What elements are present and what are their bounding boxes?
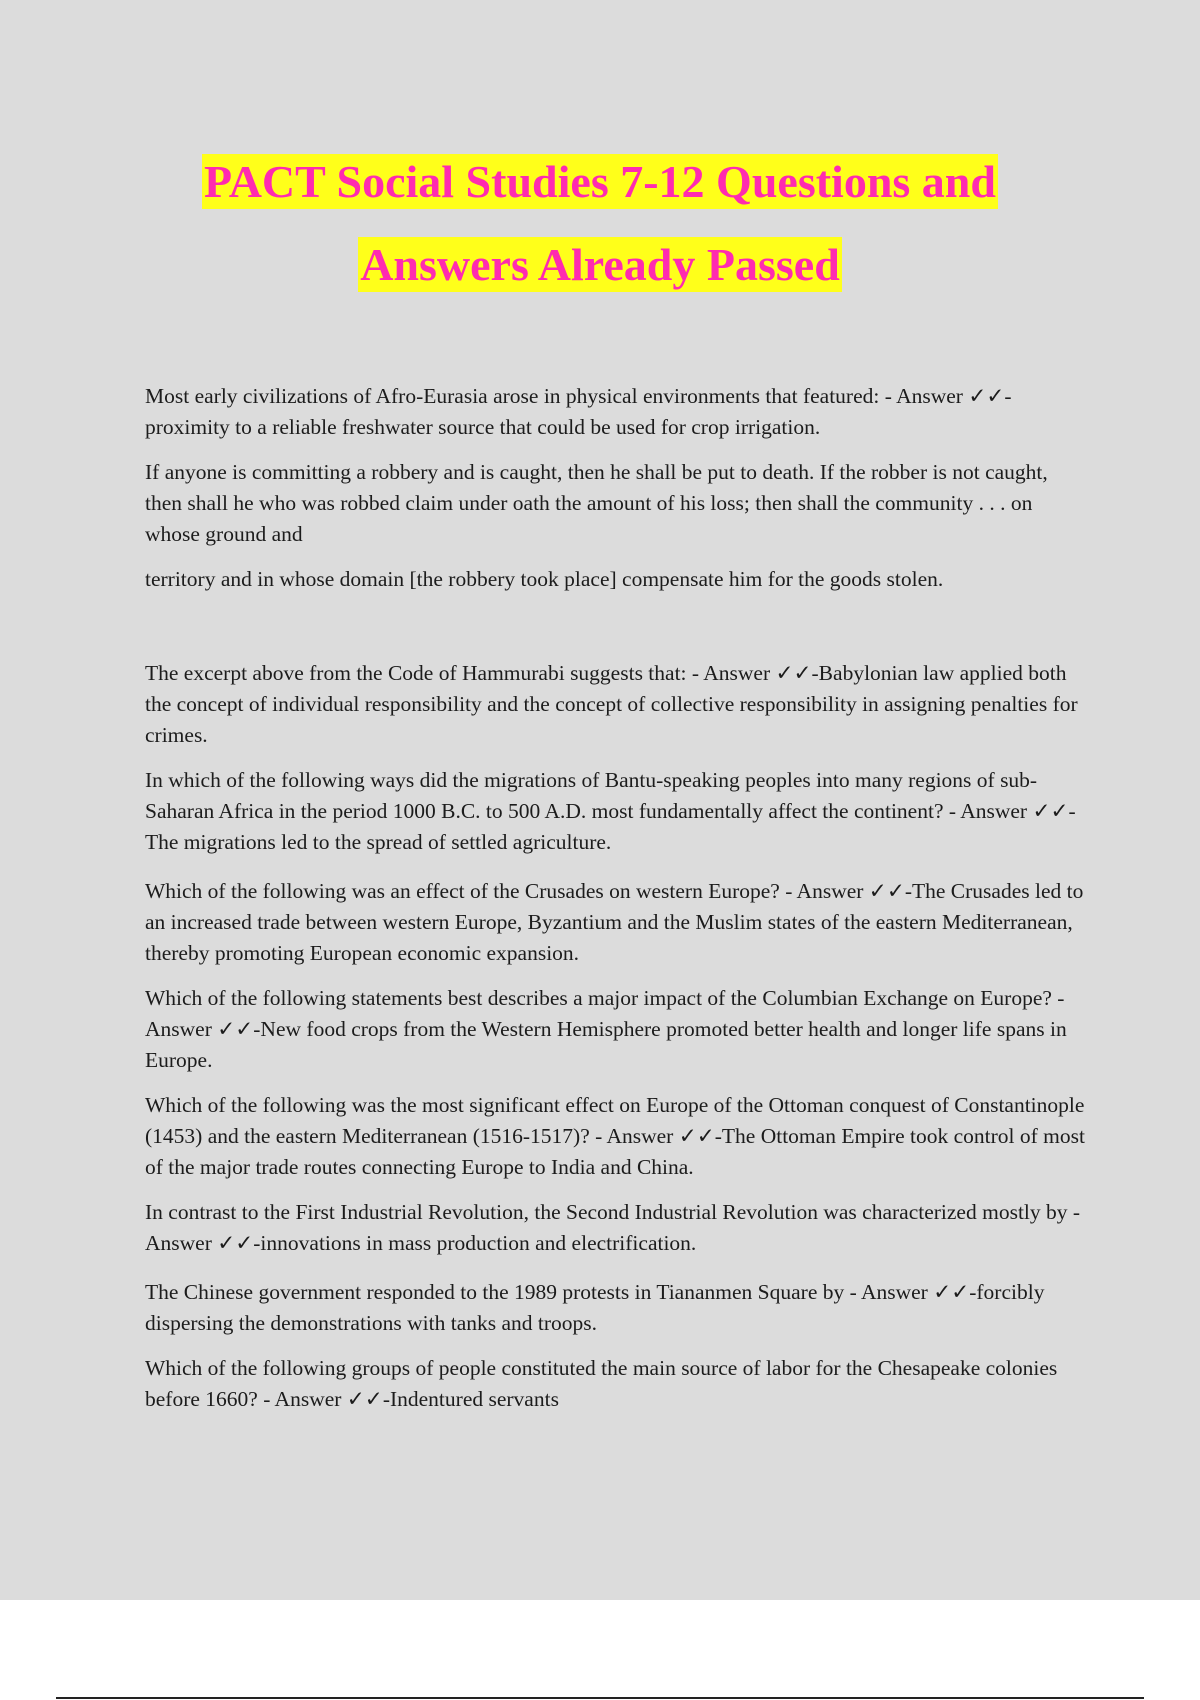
qa-item-chesapeake: Which of the following groups of people constituted the main source of labor for the Chesapeake colonies before 1660? - Answer ✓✓-Indentured servants: [145, 1356, 1058, 1411]
qa-item-industrial-revolution: In contrast to the First Industrial Revolution, the Second Industrial Revolution was characterized mostly by - Answer ✓✓-innovations in mass production and electrification.: [145, 1200, 1081, 1255]
qa-item-bantu: In which of the following ways did the migrations of Bantu-speaking peoples into many regions of sub-Saharan Africa in the period 1000 B.C. to 500 A.D. most fundamentally affect the continent? - Answer ✓✓-The migrations led to the spread of settled agriculture.: [145, 768, 1076, 854]
title-line-2: Answers Already Passed: [360, 239, 840, 290]
qa-item-hammurabi: The excerpt above from the Code of Hammurabi suggests that: - Answer ✓✓-Babylonian law applied both the concept of individual responsibility and the concept of collective responsibility in assigning penalties for crimes.: [145, 661, 1078, 747]
qa-item-afro-eurasia: Most early civilizations of Afro-Eurasia arose in physical environments that featured: - Answer ✓✓-proximity to a reliable freshwater source that could be used for crop irrigation.: [145, 384, 1012, 439]
title-line-1: PACT Social Studies 7-12 Questions and: [204, 156, 996, 207]
qa-item-ottoman: Which of the following was the most significant effect on Europe of the Ottoman conquest of Constantinople (1453) and the eastern Mediterranean (1516-1517)? - Answer ✓✓-The Ottoman Empire took control of most of the major trade routes connecting Europe to India and China.: [145, 1093, 1085, 1179]
document-title: [60, 140, 1140, 306]
hammurabi-excerpt-part-2: territory and in whose domain [the robbery took place] compensate him for the goods stolen.: [145, 567, 944, 591]
hammurabi-excerpt-part-1: If anyone is committing a robbery and is caught, then he shall be put to death. If the robber is not caught, then shall he who was robbed claim under oath the amount of his loss; then shall the community . . . on whose ground and: [145, 460, 1048, 546]
question-answer-list: [145, 381, 1090, 1429]
qa-item-crusades: Which of the following was an effect of the Crusades on western Europe? - Answer ✓✓-The Crusades led to an increased trade between western Europe, Byzantium and the Muslim states of the eastern Mediterranean, thereby promoting European economic expansion.: [145, 879, 1084, 965]
qa-item-columbian-exchange: Which of the following statements best describes a major impact of the Columbian Exchange on Europe? - Answer ✓✓-New food crops from the Western Hemisphere promoted better health and longer life spans in Europe.: [145, 986, 1067, 1072]
footer-divider: [56, 1697, 1144, 1699]
qa-item-tiananmen: The Chinese government responded to the 1989 protests in Tiananmen Square by - Answer ✓✓-forcibly dispersing the demonstrations with tanks and troops.: [145, 1280, 1045, 1335]
